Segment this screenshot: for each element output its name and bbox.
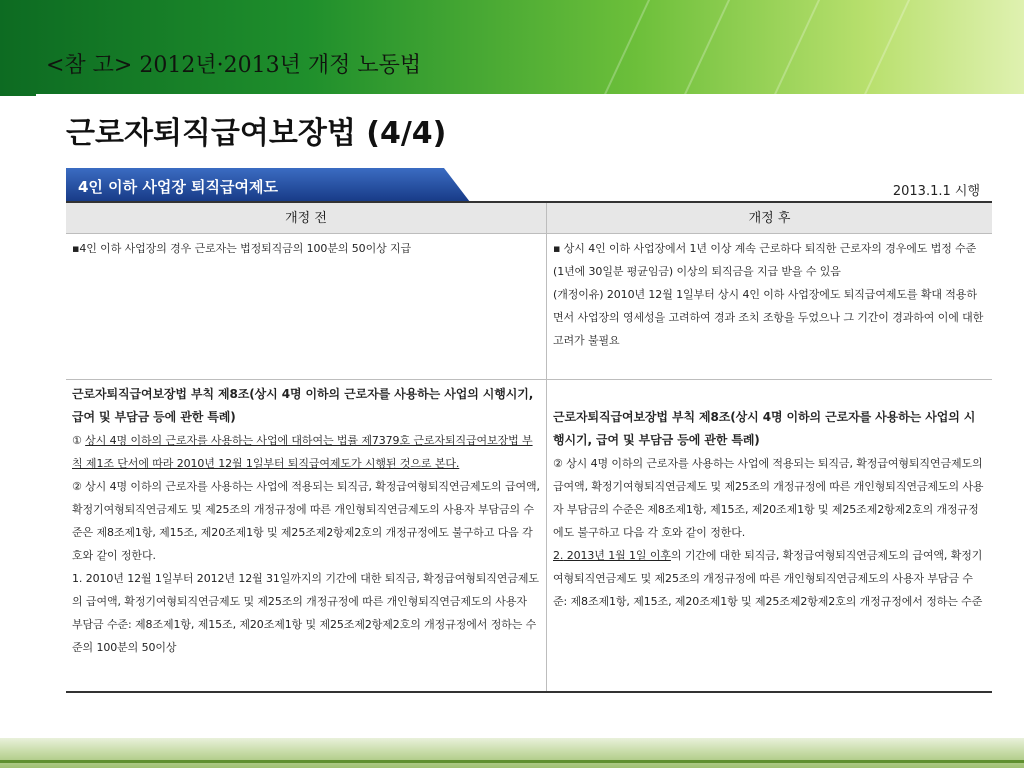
- banner-title: <참 고> 2012년·2013년 개정 노동법: [46, 53, 422, 78]
- before-para-1-num: ①: [72, 434, 86, 447]
- comparison-table: [66, 203, 992, 693]
- after-reason: (개정이유) 2010년 12월 1일부터 상시 4인 이하 사업장에도 퇴직급여제도를 확대 적용하면서 사업장의 영세성을 고려하여 경과 조치 조항을 두었으나 그 기간이 경과하여 이에 대한 고려가 불필요: [553, 288, 984, 347]
- after-text-1: ▪ 상시 4인 이하 사업장에서 1년 이상 계속 근로하다 퇴직한 근로자의 경우에도 법정 수준(1년에 30일분 평균임금) 이상의 퇴직금을 지급 받을 수 있음: [553, 242, 977, 278]
- before-article-title: 근로자퇴직급여보장법 부칙 제8조(상시 4명 이하의 근로자를 사용하는 사업의 시행시기, 급여 및 부담금 등에 관한 특례): [72, 387, 534, 424]
- table-header-row: [66, 203, 992, 234]
- section-tab-label: 4인 이하 사업장 퇴직급여제도: [78, 178, 278, 196]
- cell-after-1: [547, 234, 993, 380]
- header-banner: [0, 0, 1024, 96]
- after-para-2-text: 의 기간에 대한 퇴직금, 확정급여형퇴직연금제도의 급여액, 확정기여형퇴직연금제도 및 제25조의 개정규정에 따른 개인형퇴직연금제도의 사용자 부담금 수준: 제8조제1항, 제15조, 제20조제1항 및 제25조제2항제2호의 개정규정에서 정하는 수준: [553, 549, 983, 608]
- cell-before-1: [66, 234, 547, 380]
- header-after: 개정 후: [547, 203, 993, 234]
- table-row: [66, 234, 992, 380]
- banner-ray: [838, 0, 924, 96]
- page-title: 근로자퇴직급여보장법 (4/4): [66, 116, 447, 151]
- banner-ray: [748, 0, 834, 96]
- before-para-2: ② 상시 4명 이하의 근로자를 사용하는 사업에 적용되는 퇴직금, 확정급여형퇴직연금제도의 급여액, 확정기여형퇴직연금제도 및 제25조의 개정규정에 따른 개인형퇴직연금제도의 사용자 부담금의 수준은 제8조제1항, 제15조, 제20조제1항 및 제25조제2항제2호의 개정규정에도 불구하고 다음 각 호와 같이 정한다.: [72, 480, 540, 562]
- section-tab: [66, 168, 470, 202]
- table-row: [66, 380, 992, 692]
- header-before: 개정 전: [66, 203, 547, 234]
- banner-ray: [658, 0, 744, 96]
- before-para-1: [72, 429, 540, 475]
- after-para-2-date: 2013년 1월 1일 이후: [563, 549, 671, 562]
- cell-before-2: [66, 380, 547, 692]
- after-para-2: [553, 544, 986, 613]
- banner-ray: [578, 0, 664, 96]
- before-para-1-text: 상시 4명 이하의 근로자를 사용하는 사업에 대하여는 법률 제7379호 근로자퇴직급여보장법 부칙 제1조 단서에 따라 2010년 12월 1일부터 퇴직급여제도가 시행된 것으로 본다.: [72, 434, 533, 470]
- after-para-2-num: 2.: [553, 549, 564, 562]
- before-para-3: 1. 2010년 12월 1일부터 2012년 12월 31일까지의 기간에 대한 퇴직금, 확정급여형퇴직연금제도의 급여액, 확정기여형퇴직연금제도 및 제25조의 개정규정에 따른 개인형퇴직연금제도의 사용자 부담금 수준: 제8조제1항, 제15조, 제20조제1항 및 제25조제2항제2호의 개정규정에서 정하는 수준의 100분의 50이상: [72, 572, 539, 654]
- after-para-1: ② 상시 4명 이하의 근로자를 사용하는 사업에 적용되는 퇴직금, 확정급여형퇴직연금제도의 급여액, 확정기여형퇴직연금제도 및 제25조의 개정규정에 따른 개인형퇴직연금제도의 사용자 부담금의 수준은 제8조제1항, 제15조, 제20조제1항 및 제25조제2항제2호의 개정규정에도 불구하고 다음 각 호와 같이 정한다.: [553, 457, 984, 539]
- footer-line: [0, 760, 1024, 763]
- effective-date: 2013.1.1 시행: [892, 184, 980, 199]
- footer-band: [0, 738, 1024, 768]
- before-text-1: ▪4인 이하 사업장의 경우 근로자는 법정퇴직금의 100분의 50이상 지급: [72, 242, 412, 255]
- cell-after-2: [547, 380, 993, 692]
- after-article-title: 근로자퇴직급여보장법 부칙 제8조(상시 4명 이하의 근로자를 사용하는 사업의 시행시기, 급여 및 부담금 등에 관한 특례): [553, 410, 976, 447]
